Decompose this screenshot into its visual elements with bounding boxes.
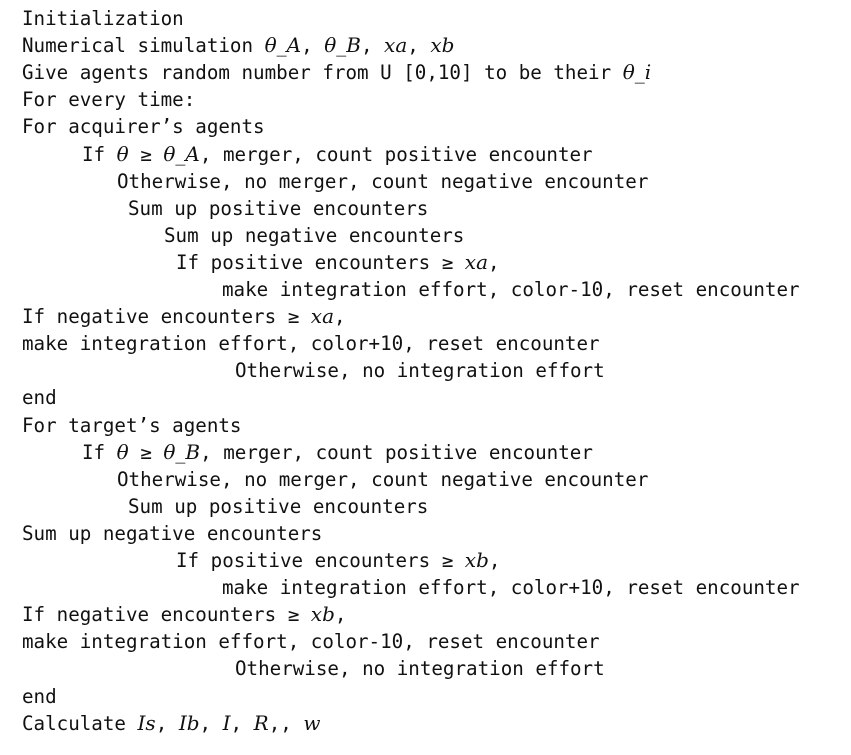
code-line [22, 330, 600, 357]
code-line [22, 86, 195, 113]
math-symbol: θ_B [324, 33, 361, 58]
code-text: If positive encounters ≥ [176, 250, 465, 274]
code-line [22, 113, 265, 140]
code-text: make integration effort, color-10, reset encounter [222, 278, 800, 301]
code-text: Sum up negative encounters [22, 521, 323, 545]
code-text: , [334, 603, 347, 627]
code-text: Sum up positive encounters [128, 196, 429, 220]
code-line [176, 547, 500, 574]
code-text: make integration effort, color-10, reset encounter [22, 630, 600, 654]
code-text: If negative encounters ≥ [22, 305, 311, 329]
code-line [22, 59, 651, 86]
math-symbol: θ_i [622, 60, 652, 85]
code-text: For target’s agents [22, 413, 242, 437]
code-text: make integration effort, color+10, reset encounter [22, 332, 600, 356]
code-line [22, 5, 184, 32]
math-symbol: θ_A [163, 141, 200, 166]
code-line [22, 412, 242, 439]
code-text: , [488, 549, 501, 572]
math-symbol: xb [430, 33, 455, 58]
code-text: Numerical simulation [22, 34, 265, 58]
code-line [128, 195, 428, 222]
code-text: , [488, 250, 500, 274]
code-text: make integration effort, color+10, reset encounter [222, 576, 800, 600]
code-text: If negative encounters ≥ [22, 603, 311, 627]
math-symbol: Ib [178, 710, 200, 735]
code-line [82, 439, 593, 466]
code-text: end [22, 684, 57, 708]
code-line [117, 466, 648, 493]
code-text: ≥ [128, 142, 164, 166]
code-line [22, 601, 346, 628]
code-line [22, 683, 57, 710]
code-line [222, 574, 800, 601]
math-symbol: I [222, 710, 231, 735]
math-symbol: xa [464, 249, 488, 274]
code-text: , [199, 711, 223, 735]
code-text: , merger, count positive encounter [199, 142, 593, 166]
code-text: If [82, 440, 117, 464]
code-text: Sum up positive encounters [128, 494, 429, 518]
math-symbol: xa [310, 304, 334, 329]
code-text: end [22, 386, 57, 410]
code-text: , [360, 34, 385, 58]
math-symbol: θ [116, 439, 129, 464]
code-text: Otherwise, no merger, count negative encounter [117, 467, 649, 491]
code-line [117, 168, 648, 195]
code-text: Otherwise, no integration effort [235, 657, 605, 681]
code-line [22, 628, 600, 655]
code-line [164, 222, 464, 249]
code-text: , [155, 711, 179, 735]
math-symbol: xa [384, 33, 408, 58]
code-text: For acquirer’s agents [22, 115, 265, 139]
math-symbol: xb [310, 602, 335, 627]
code-text: Otherwise, no merger, count negative encounter [117, 169, 649, 193]
math-symbol: θ_B [163, 439, 201, 464]
code-line [22, 303, 346, 330]
math-symbol: R [253, 710, 269, 735]
code-line [176, 249, 500, 276]
code-text: Sum up negative encounters [164, 223, 465, 247]
code-text: , [334, 305, 346, 329]
math-symbol: Is [137, 710, 156, 735]
code-line [22, 384, 57, 411]
code-text: If positive encounters ≥ [176, 549, 465, 572]
math-symbol: xb [464, 548, 489, 572]
code-line [235, 655, 605, 682]
code-line [22, 710, 320, 737]
code-text: If [82, 142, 117, 166]
code-text: Give agents random number from U [0,10] to be their [22, 61, 623, 85]
math-symbol: w [303, 710, 321, 735]
code-line [128, 493, 428, 520]
code-line [22, 520, 322, 547]
code-text: Otherwise, no integration effort [235, 359, 605, 383]
code-text: Initialization [22, 7, 184, 30]
code-text: ≥ [128, 440, 164, 464]
code-text: , merger, count positive encounter [200, 440, 593, 464]
code-text: Calculate [22, 711, 138, 735]
code-line [235, 357, 605, 384]
code-text: For every time: [22, 88, 196, 112]
code-line [22, 32, 454, 59]
code-line [222, 276, 800, 303]
math-symbol: θ [116, 141, 129, 166]
code-text: , [407, 34, 431, 58]
code-text: ,, [268, 711, 304, 735]
math-symbol: θ_A [264, 33, 302, 58]
code-text: , [230, 711, 254, 735]
code-text: , [301, 34, 325, 58]
code-line [82, 141, 593, 168]
